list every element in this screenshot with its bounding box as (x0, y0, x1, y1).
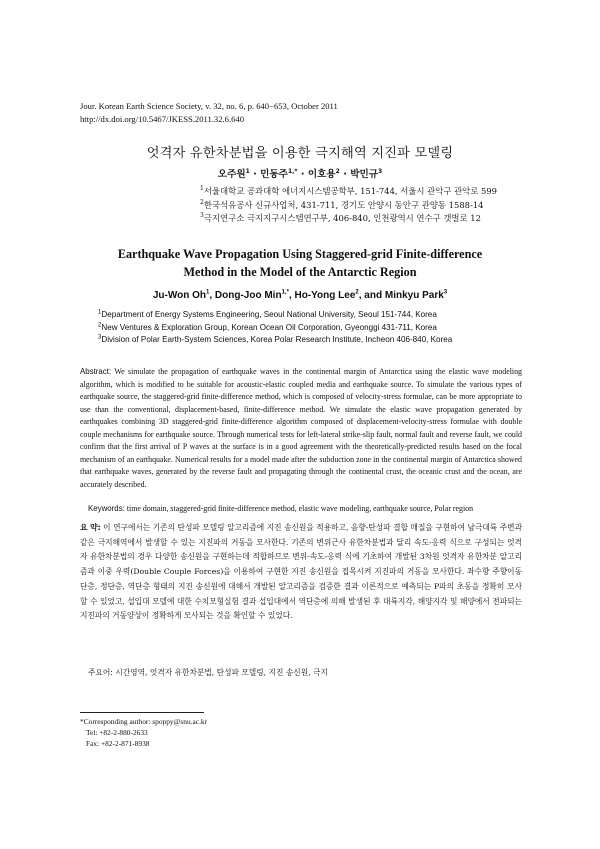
affiliation-text: New Ventures & Exploration Group, Korean Ocean Oil Corporation, Gyeonggi 431-711, Korea (101, 322, 437, 332)
author-separator: , (209, 290, 215, 301)
english-affiliation (98, 322, 452, 335)
author-separator: · (249, 169, 261, 180)
english-author-sup: 2 (355, 289, 359, 296)
english-author-name: Minkyu Park (384, 290, 444, 301)
korean-author-name: 박민규 (350, 169, 378, 180)
korean-authors (0, 166, 600, 180)
korean-title: 엇격자 유한차분법을 이용한 극지해역 지진파 모델링 (146, 146, 454, 161)
korean-keywords-text: 시간영역, 엇격자 유한차분법, 탄성파 모델링, 지진 송신원, 극지 (112, 668, 328, 677)
korean-abstract-text: 이 연구에서는 기존의 탄성파 모델링 알고리즘에 지진 송신원을 적용하고, 음향-탄성파 결합 매질을 구현하여 남극대륙 주변과 같은 극지해역에서 발생할 수 있는 지진파의 거동을 모사한다. 기존의 변위근사 유한차분법과 달리 속도-응력 식으로 구성되는 엇격자 유한차분법의 경우 다양한 송신원을 구현하는데 적합하므로 변위-속도-응력 식에 기초하여 개발된 3차원 엇격자 유한차분 알고리즘과 이중 우력(Double Couple Forces)을 이용하여 구현한 지진 송신원을 접목시켜 지진파의 거동을 모사한다. 좌수향 주향이동단층, 정단층, 역단층 형태의 지진 송신원에 대해서 개발된 알고리즘을 검증한 결과 이론적으로 예측되는 P파의 초동을 정확히 모사할 수 있었고, 섭입대 모델에 대한 수치모형실험 결과 섭입대에서 역단층에 의해 발생된 후 대륙지각, 해양지각 및 해양에서 전파되는 지진파의 거동양상이 정확하게 모사되는 것을 확인할 수 있었다. (80, 523, 522, 621)
english-affiliations (98, 309, 452, 347)
footnote-tel: Tel: +82-2-880-2633 (86, 728, 148, 738)
footnote (80, 716, 207, 750)
english-affiliation (98, 334, 452, 347)
author-separator: , and (358, 290, 385, 301)
affiliation-sup: 3 (200, 212, 204, 220)
korean-abstract (80, 521, 522, 624)
affiliation-text: Division of Polar Earth-System Sciences, Korea Polar Research Institute, Incheon 406-840, Korea (101, 335, 453, 344)
korean-keywords (88, 667, 328, 678)
author-separator: , (288, 290, 295, 301)
english-author-sup: 3 (443, 289, 448, 296)
footnote-fax: Fax: +82-2-871-8938 (86, 739, 150, 749)
korean-author-name: 이호용 (307, 169, 336, 180)
english-title-line: Method in the Model of the Antarctic Region (183, 264, 417, 279)
korean-affiliations (200, 185, 497, 226)
korean-affiliation (200, 212, 497, 226)
affiliation-sup: 3 (98, 334, 102, 341)
english-title (0, 246, 600, 281)
english-authors (0, 290, 600, 301)
english-author-sup: 1 (206, 289, 210, 296)
affiliation-text: 극지연구소 극지지구시스템연구부, 406-840, 인천광역시 연수구 갯벌로 12 (203, 213, 481, 224)
korean-abstract-label: 요 약: (80, 523, 101, 532)
footnote-divider (80, 712, 204, 713)
korean-keywords-label: 주요어: (88, 668, 113, 677)
affiliation-sup: 2 (200, 198, 204, 206)
affiliation-text: 서울대학교 공과대학 에너지시스템공학부, 151-744, 서울시 관악구 관악로 599 (203, 186, 498, 196)
korean-affiliation (200, 199, 497, 213)
keywords-label: Keywords: (88, 504, 125, 513)
english-keywords (88, 504, 528, 513)
affiliation-text: 한국석유공사 신규사업처, 431-711, 경기도 안양시 동안구 관양동 1588-14 (203, 199, 484, 210)
korean-author-sup: 2 (335, 167, 340, 175)
korean-author-sup: 1,* (287, 167, 298, 175)
english-affiliation (98, 309, 452, 322)
english-author-sup: 1,* (281, 289, 289, 296)
affiliation-sup: 2 (98, 321, 102, 328)
author-separator: · (339, 169, 351, 180)
keywords-text: time domain, staggered-grid finite-difference method, elastic wave modeling, earthquake source, Polar region (124, 504, 474, 513)
korean-author-name: 오주원 (217, 169, 246, 180)
affiliation-text: Department of Energy Systems Engineering, Seoul National University, Seoul 151-744, Korea (101, 310, 437, 319)
korean-affiliation (200, 185, 497, 199)
journal-header (80, 100, 338, 125)
korean-author-name: 민동주 (260, 169, 288, 180)
english-abstract (80, 366, 522, 491)
corresponding-author[interactable]: *Corresponding author: spoppy@snu.ac.kr (80, 717, 208, 726)
english-title-line: Earthquake Wave Propagation Using Staggered-grid Finite-difference (117, 247, 483, 261)
journal-doi[interactable]: http://dx.doi.org/10.5467/JKESS.2011.32.6.640 (80, 113, 245, 124)
abstract-text: We simulate the propagation of earthquake waves in the continental margin of Antarctica using the elastic wave modeling algorithm, which is modified to be suitable for acoustic-elastic coupled media and earthquake source. To simulate the various types of earthquake source, the staggered-grid finite-difference method, which is composed of velocity-stress formulae, can be more appropriate to use than the conventional, displacement-based, finite-difference method. We simulate the elastic wave propagation generated by earthquakes combining 3D staggered-grid finite-difference algorithm composed of displacement-velocity-stress formulae with double couple mechanisms for earthquake source. Through numerical tests for left-lateral strike-slip fault, normal fault and reverse fault, we could confirm that the first arrival of P waves at the surface is in a good agreement with the theoretically-predicted results based on the focal mechanism of an earthquake. Numerical results for a model made after the subduction zone in the continental margin of Antarctica showed that earthquake waves, generated by the reverse fault and propagating through the continental crust, the oceanic crust and the ocean, are accurately described. (80, 367, 522, 489)
affiliation-sup: 1 (200, 185, 204, 193)
author-separator: · (297, 169, 308, 180)
english-author-name: Ju-Won Oh (152, 290, 206, 301)
affiliation-sup: 1 (98, 309, 102, 316)
english-author-name: Dong-Joo Min (214, 290, 282, 301)
journal-citation: Jour. Korean Earth Science Society, v. 32, no. 6, p. 640−653, October 2011 (80, 101, 338, 111)
english-author-name: Ho-Yong Lee (294, 290, 356, 301)
korean-author-sup: 3 (378, 167, 383, 175)
korean-author-sup: 1 (245, 167, 250, 175)
abstract-label: Abstract: (80, 367, 112, 376)
